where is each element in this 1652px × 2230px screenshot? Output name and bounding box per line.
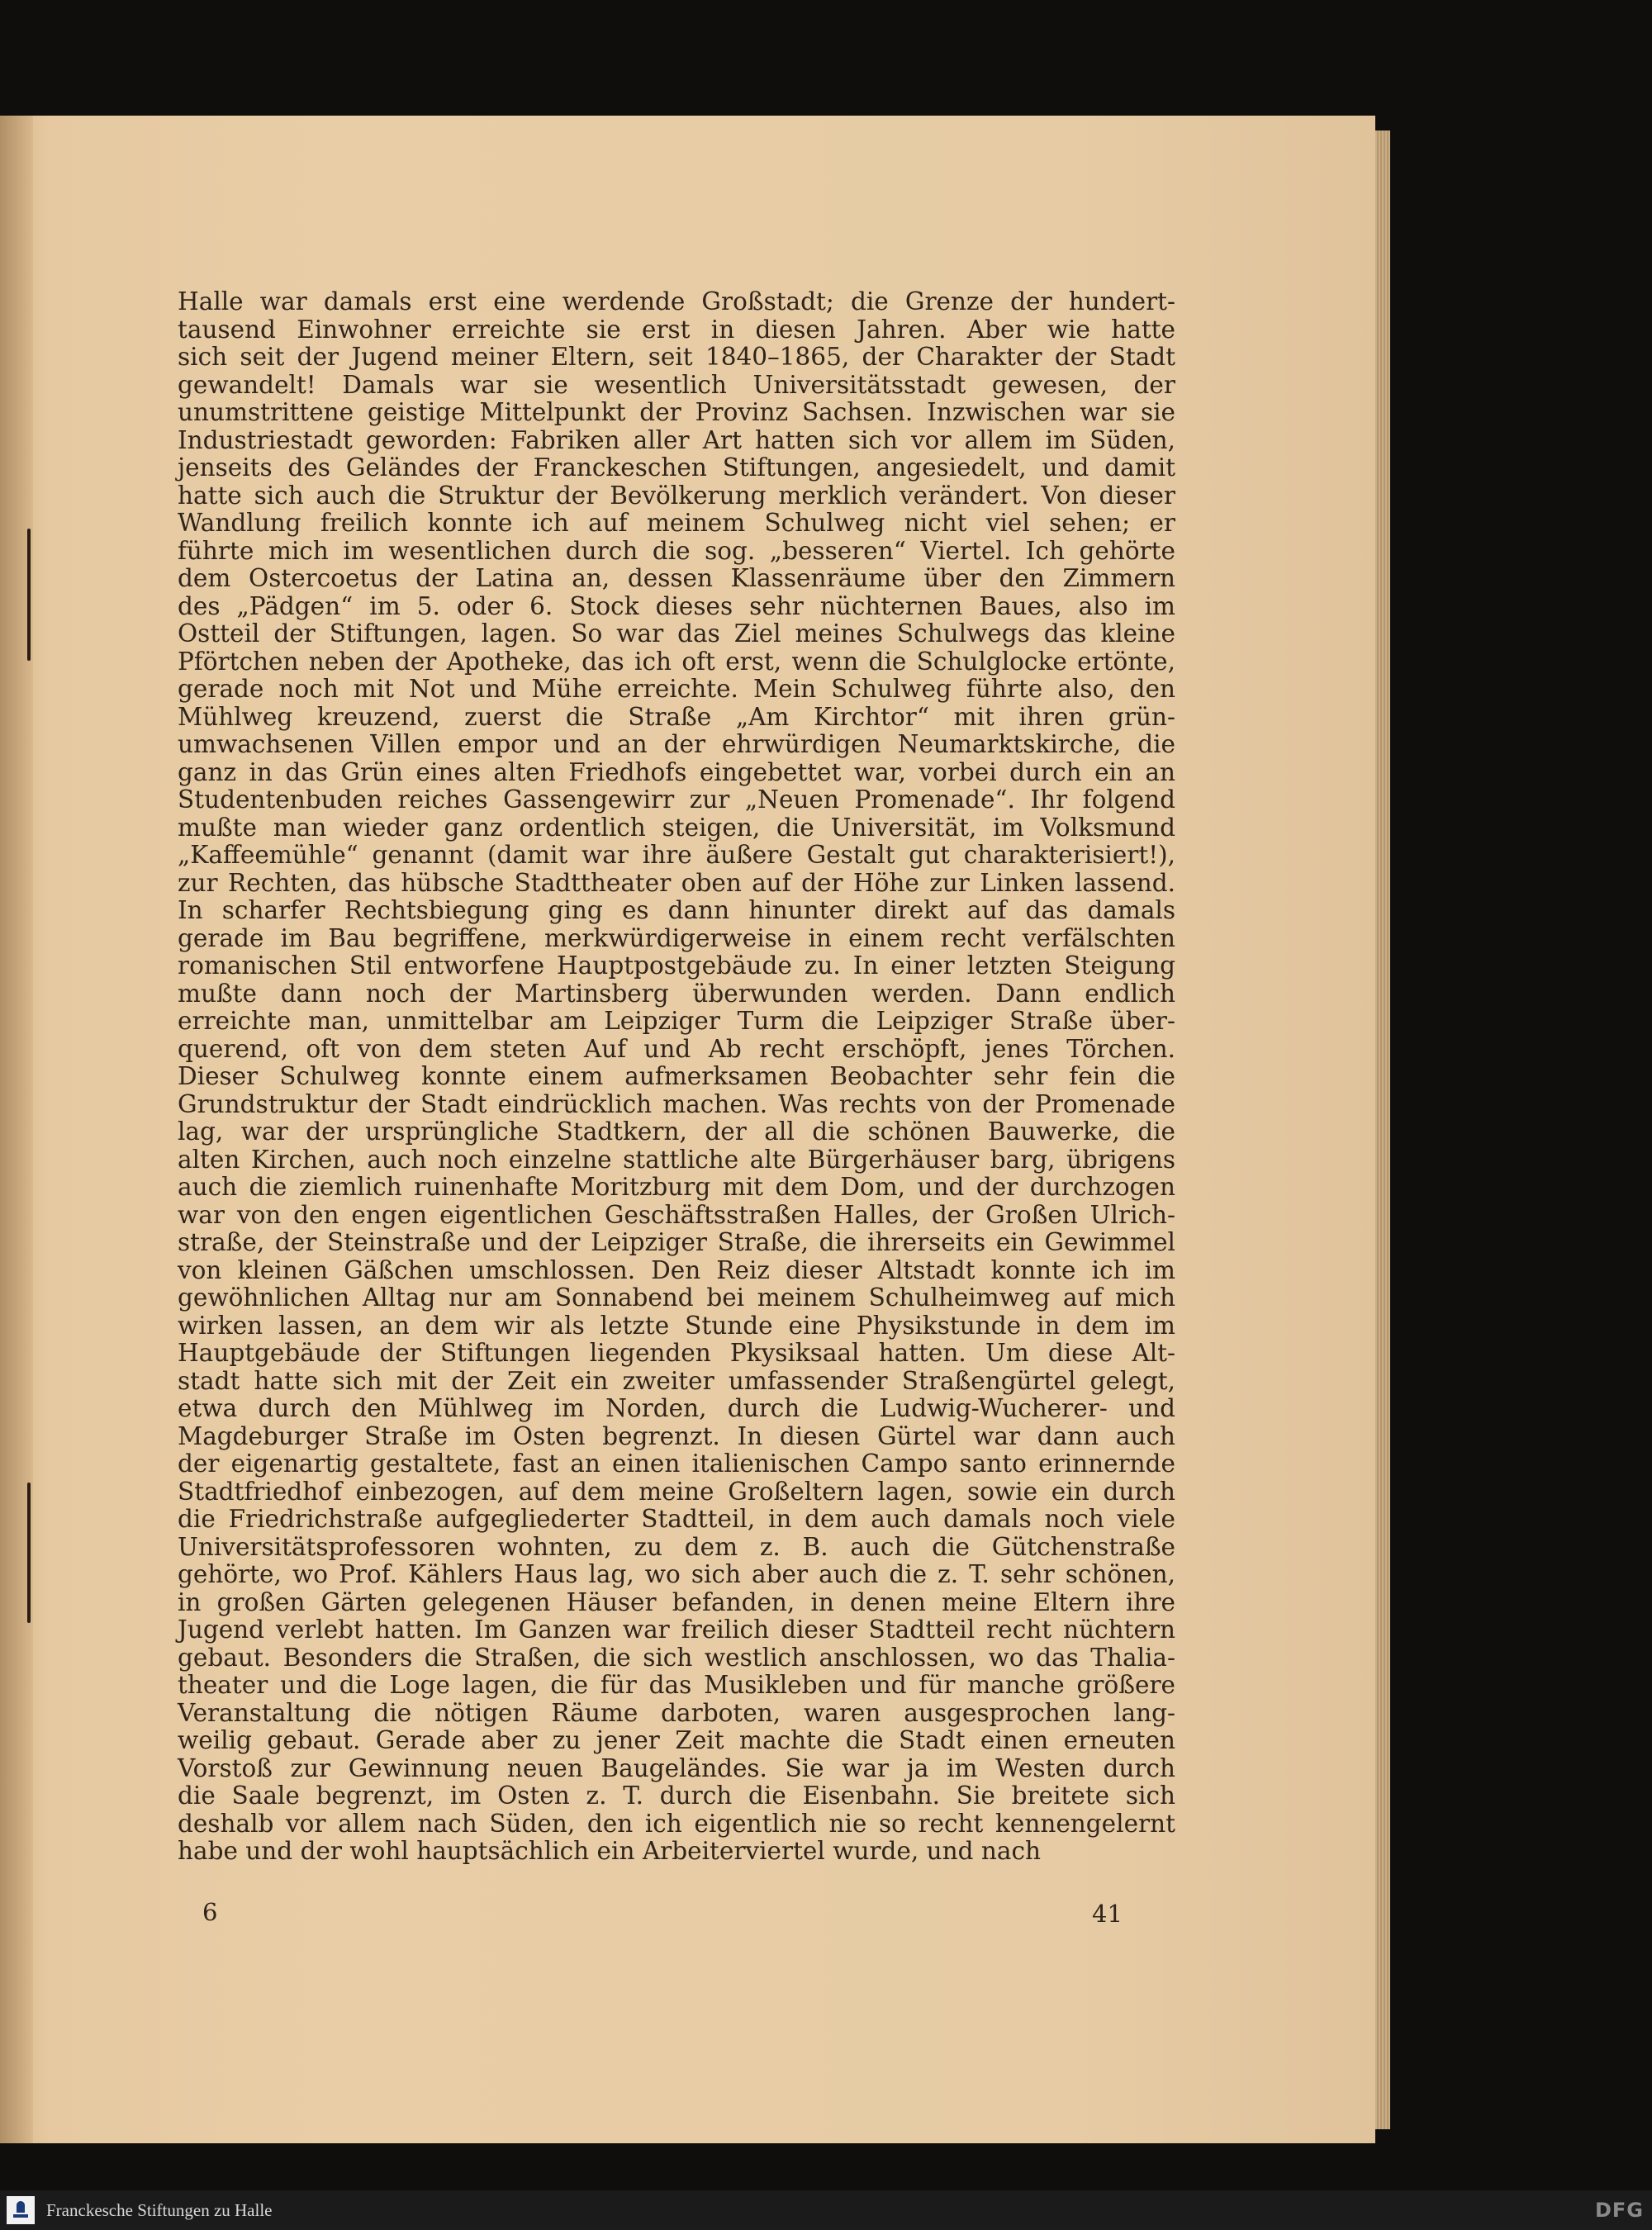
text-line: gerade im Bau begriffene, merkwürdigerweise in einem recht verfälschten [178, 923, 1175, 952]
body-text [178, 288, 1175, 1866]
text-line: unumstrittene geistige Mittelpunkt der Provinz Sachsen. Inzwischen war sie [178, 398, 1175, 426]
text-line: gewandelt! Damals war sie wesentlich Universitätsstadt gewesen, der [178, 370, 1175, 399]
text-line: erreichte man, unmittelbar am Leipziger Turm die Leipziger Straße über- [178, 1007, 1175, 1035]
text-line: gehörte, wo Prof. Kählers Haus lag, wo sich aber auch die z. T. sehr schönen, [178, 1560, 1175, 1588]
text-line: Industriestadt geworden: Fabriken aller Art hatten sich vor allem im Süden, [178, 425, 1175, 454]
text-line: querend, oft von dem steten Auf und Ab recht erschöpft, jenes Törchen. [178, 1034, 1175, 1063]
page-edges [1375, 130, 1390, 2129]
binding-stitch-upper [27, 529, 31, 661]
text-line: Halle war damals erst eine werdende Großstadt; die Grenze der hundert- [178, 287, 1175, 316]
text-line: Hauptgebäude der Stiftungen liegenden Pkysiksaal hatten. Um diese Alt- [178, 1339, 1175, 1367]
institution-seal-icon[interactable] [7, 2196, 35, 2224]
text-line: sich seit der Jugend meiner Eltern, seit 1840–1865, der Charakter der Stadt [178, 343, 1175, 371]
text-line: tausend Einwohner erreichte sie erst in diesen Jahren. Aber wie hatte [178, 315, 1175, 344]
text-line: alten Kirchen, auch noch einzelne stattliche alte Bürgerhäuser barg, übrigens [178, 1145, 1175, 1174]
text-line: mußte man wieder ganz ordentlich steigen, die Universität, im Volksmund [178, 813, 1175, 842]
binding-stitch-lower [27, 1483, 31, 1623]
text-line: gewöhnlichen Alltag nur am Sonnabend bei meinem Schulheimweg auf mich [178, 1283, 1175, 1312]
text-line: Magdeburger Straße im Osten begrenzt. In diesen Gürtel war dann auch [178, 1421, 1175, 1450]
text-line: deshalb vor allem nach Süden, den ich eigentlich nie so recht kennengelernt [178, 1809, 1175, 1838]
text-line: umwachsenen Villen empor und an der ehrwürdigen Neumarktskirche, die [178, 730, 1175, 758]
text-line: theater und die Loge lagen, die für das Musikleben und für manche größere [178, 1671, 1175, 1699]
text-line: Ostteil der Stiftungen, lagen. So war das Ziel meines Schulwegs das kleine [178, 619, 1175, 648]
text-line: gerade noch mit Not und Mühe erreichte. Mein Schulweg führte also, den [178, 675, 1175, 703]
page-number: 41 [1092, 1900, 1123, 1928]
text-line: etwa durch den Mühlweg im Norden, durch die Ludwig-Wucherer- und [178, 1394, 1175, 1422]
text-line: Pförtchen neben der Apotheke, das ich oft erst, wenn die Schulglocke ertönte, [178, 647, 1175, 676]
text-line: straße, der Steinstraße und der Leipziger Straße, die ihrerseits ein Gewimmel [178, 1228, 1175, 1256]
text-line: von kleinen Gäßchen umschlossen. Den Reiz dieser Altstadt konnte ich im [178, 1255, 1175, 1284]
text-line: der eigenartig gestaltete, fast an einen italienischen Campo santo erinnernde [178, 1450, 1175, 1478]
text-line: habe und der wohl hauptsächlich ein Arbeiterviertel wurde, und nach [178, 1837, 1042, 1865]
folio-left: 6 [202, 1898, 218, 1926]
text-line: Stadtfriedhof einbezogen, auf dem meine Großeltern lagen, sowie ein durch [178, 1477, 1175, 1506]
text-line: zur Rechten, das hübsche Stadttheater oben auf der Höhe zur Linken lassend. [178, 868, 1175, 897]
text-line: dem Ostercoetus der Latina an, dessen Klassenräume über den Zimmern [178, 564, 1175, 592]
text-line: wirken lassen, an dem wir als letzte Stunde eine Physikstunde in dem im [178, 1311, 1175, 1340]
text-line: ganz in das Grün eines alten Friedhofs eingebettet war, vorbei durch ein an [178, 757, 1175, 786]
text-line: stadt hatte sich mit der Zeit ein zweiter umfassender Straßengürtel gelegt, [178, 1366, 1175, 1395]
text-line: Jugend verlebt hatten. Im Ganzen war freilich dieser Stadtteil recht nüchtern [178, 1616, 1175, 1644]
text-line: in großen Gärten gelegenen Häuser befanden, in denen meine Eltern ihre [178, 1587, 1175, 1616]
text-line: Universitätsprofessoren wohnten, zu dem z. B. auch die Gütchenstraße [178, 1532, 1175, 1561]
text-line: „Kaffeemühle“ genannt (damit war ihre äußere Gestalt gut charakterisiert!), [178, 841, 1175, 869]
text-line: mußte dann noch der Martinsberg überwunden werden. Dann endlich [178, 979, 1175, 1008]
text-line: auch die ziemlich ruinenhafte Moritzburg mit dem Dom, und der durchzogen [178, 1173, 1175, 1201]
text-line: jenseits des Geländes der Franckeschen Stiftungen, angesiedelt, und damit [178, 453, 1175, 482]
text-line: Vorstoß zur Gewinnung neuen Baugeländes. Sie war ja im Westen durch [178, 1753, 1175, 1782]
dfg-logo-icon[interactable]: DFG [1594, 2199, 1644, 2222]
text-line: Dieser Schulweg konnte einem aufmerksamen Beobachter sehr fein die [178, 1062, 1175, 1090]
text-line: des „Pädgen“ im 5. oder 6. Stock dieses sehr nüchternen Baues, also im [178, 591, 1175, 620]
spine-shadow [0, 116, 33, 2143]
text-line: Wandlung freilich konnte ich auf meinem Schulweg nicht viel sehen; er [178, 509, 1175, 537]
text-line: romanischen Stil entworfene Hauptpostgebäude zu. In einer letzten Steigung [178, 951, 1175, 980]
text-line: die Saale begrenzt, im Osten z. T. durch die Eisenbahn. Sie breitete sich [178, 1782, 1175, 1810]
text-line: Veranstaltung die nötigen Räume darboten, waren ausgesprochen lang- [178, 1698, 1175, 1727]
text-line: Mühlweg kreuzend, zuerst die Straße „Am Kirchtor“ mit ihren grün- [178, 702, 1175, 731]
text-line: war von den engen eigentlichen Geschäftsstraßen Halles, der Großen Ulrich- [178, 1200, 1175, 1229]
text-line: die Friedrichstraße aufgegliederter Stadtteil, in dem auch damals noch viele [178, 1505, 1175, 1533]
footer-bar [0, 2190, 1652, 2230]
text-line: Studentenbuden reiches Gassengewirr zur „Neuen Promenade“. Ihr folgend [178, 785, 1175, 814]
text-line: lag, war der ursprüngliche Stadtkern, der all die schönen Bauwerke, die [178, 1117, 1175, 1146]
text-line: führte mich im wesentlichen durch die sog. „besseren“ Viertel. Ich gehörte [178, 536, 1175, 565]
text-line: Grundstruktur der Stadt eindrücklich machen. Was rechts von der Promenade [178, 1089, 1175, 1118]
text-line: In scharfer Rechtsbiegung ging es dann hinunter direkt auf das damals [178, 896, 1175, 924]
footer-institution-link[interactable]: Franckesche Stiftungen zu Halle [46, 2200, 273, 2220]
text-line: weilig gebaut. Gerade aber zu jener Zeit machte die Stadt einen erneuten [178, 1726, 1175, 1754]
text-line: gebaut. Besonders die Straßen, die sich westlich anschlossen, wo das Thalia- [178, 1643, 1175, 1672]
text-line: hatte sich auch die Struktur der Bevölkerung merklich verändert. Von dieser [178, 481, 1175, 510]
